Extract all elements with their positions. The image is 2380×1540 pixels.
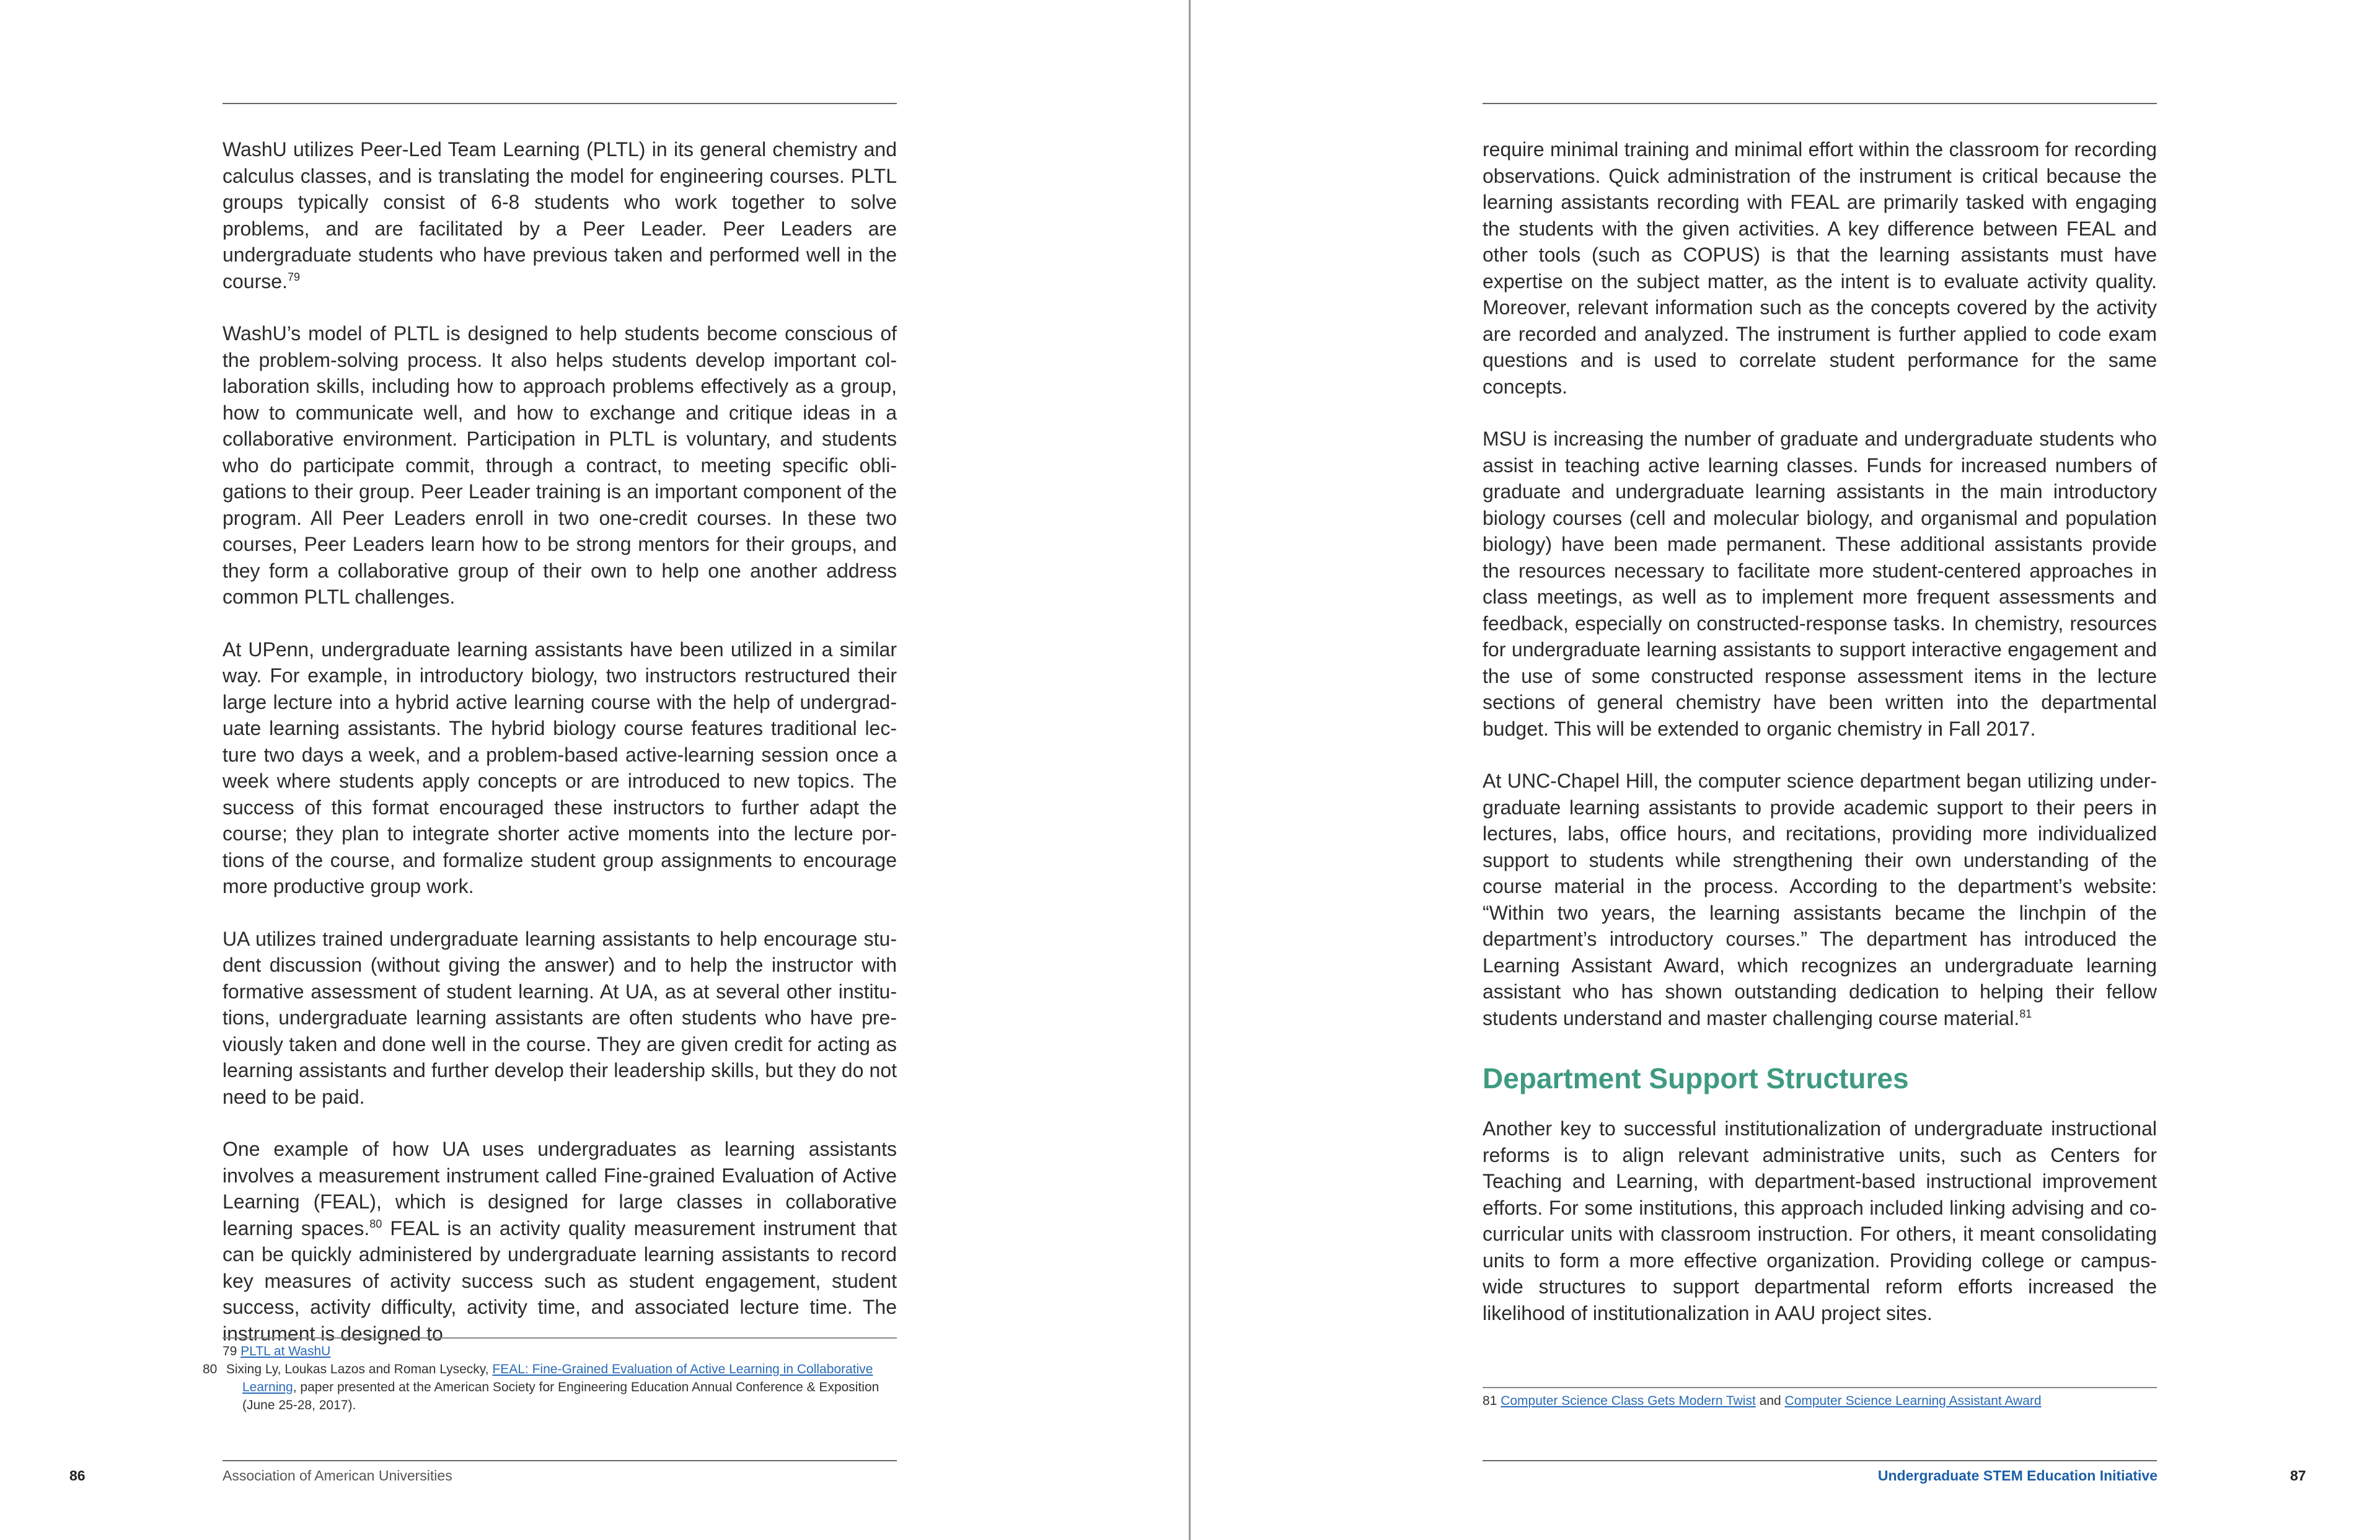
bottom-rule bbox=[223, 1460, 897, 1461]
paragraph: One example of how UA uses undergraduates as learning assistants involves a measurement instrument called Fine-grained Evaluation of Active Learning (FEAL), which is designed for large classes in collaborative learning spaces.$^{80}$ FEAL is an activity quality measurement instrument that can be quickly administered by undergraduate learning assistants to record key measures of activity success such as student engagement, student success, activity difficulty, activity time, and associated lecture time. The instrument is designed to bbox=[223, 1138, 897, 1345]
paragraph: MSU is increasing the number of graduate and undergraduate students who assist in teaching active learning classes. Funds for increased numbers of graduate and undergraduate learning assistants in the main introductory biology courses (cell and molecular biology, and organismal and population biology) have been made permanent. These additional assistants provide the resources necessary to facilitate more student-centered approaches in class meetings, as well as to implement more frequent assessments and feedback, especially on constructed-response tasks. In chemistry, resources for undergraduate learning assistants to support interactive engagement and the use of some constructed response assessment items in the lecture sections of general chemistry have been written into the departmental budget. This will be extended to organic chemistry in Fall 2017. bbox=[1483, 428, 2157, 740]
footnote-text: and bbox=[1755, 1394, 1785, 1408]
paragraph: At UPenn, undergraduate learning assistants have been utilized in a similar way. For example, in introductory biology, two instructors restructured their large lecture into a hybrid active learning course with the help of undergraduate learning assistants. The hybrid biology course features traditional lecture two days a week, and a problem-based active-learning session once a week where students apply concepts or are introduced to new topics. The success of this format encouraged these instructors to further adapt the course; they plan to integrate shorter active moments into the lecture portions of the course, and formalize student group assignments to encourage more productive group work. bbox=[223, 638, 897, 897]
paragraph: UA utilizes trained undergraduate learning assistants to help encourage student discussion (without giving the answer) and to help the instructor with formative assessment of student learning. At UA, as at several other institutions, undergraduate learning assistants are often students who have previously taken and done well in the course. They are given credit for acting as learning assistants and further develop their leadership skills, but they do not need to be paid. bbox=[223, 927, 897, 1108]
footnote-link[interactable]: Computer Science Learning Assistant Award bbox=[1784, 1394, 2042, 1408]
footnotes bbox=[1483, 1387, 2157, 1410]
footnote-number: 79 bbox=[223, 1344, 237, 1358]
paragraph: WashU’s model of PLTL is designed to help students become conscious of the problem-solving process. It also helps students develop important collaboration skills, including how to approach problems effectively as a group, how to communicate well, and how to exchange and critique ideas in a collaborative environment. Participation in PLTL is voluntary, and students who do participate commit, through a contract, to meeting specific obligations to their group. Peer Leader training is an important component of the program. All Peer Leaders enroll in two one-credit courses. In these two courses, Peer Leaders learn how to be strong mentors for their groups, and they form a collaborative group of their own to help one another address common PLTL challenges. bbox=[223, 322, 897, 608]
paragraph: require minimal training and minimal effort within the classroom for recording observations. Quick administration of the instrument is critical because the learning assistants recording with FEAL are primarily tasked with engaging the students with the given activities. A key difference between FEAL and other tools (such as COPUS) is that the learning assistants must have expertise on the subject matter, as the intent is to evaluate activity quality. Moreover, relevant information such as the concepts covered by the activity are recorded and analyzed. The instrument is further applied to code exam questions and is used to correlate student performance for the same concepts. bbox=[1483, 138, 2157, 398]
footnote-number: 81 bbox=[1483, 1394, 1497, 1408]
page-number: 86 bbox=[69, 1467, 86, 1484]
left-body-text bbox=[223, 136, 897, 1373]
right-body-text bbox=[1483, 136, 2157, 1352]
footnote bbox=[1483, 1392, 2157, 1410]
right-page bbox=[1191, 0, 2380, 1540]
section-heading: Department Support Structures bbox=[1483, 1062, 1909, 1094]
footnote-ref[interactable]: 80 bbox=[369, 1217, 382, 1230]
paragraph: At UNC-Chapel Hill, the computer science department began utilizing undergraduate learning assistants to provide academic support to their peers in lectures, labs, office hours, and recitations, providing more individualized support to students while strengthening their own understanding of the course material in the process. According to the department’s website: “Within two years, the learning assistants became the linchpin of the department’s introductory courses.” The department has introduced the Learning Assistant Award, which recognizes an undergraduate learning assistant who has shown outstanding dedication to helping their fellow students understand and master challenging course material.$^{81}$ bbox=[1483, 770, 2157, 1029]
footnote-ref[interactable]: 81 bbox=[2019, 1007, 2032, 1020]
running-footer: Undergraduate STEM Education Initiative bbox=[1877, 1467, 2157, 1484]
running-footer: Association of American Universities bbox=[223, 1467, 452, 1484]
footnote-link[interactable]: PLTL at WashU bbox=[240, 1344, 331, 1358]
footnote: 80 Sixing Ly, Loukas Lazos and Roman Lysecky, FEAL: Fine-Grained Evaluation of Active Learning in Collaborative Learning, paper presented at the American Society for Engineering Education Annual Conference & Exposition (June 25-28, 2017). bbox=[203, 1362, 879, 1412]
page-number: 87 bbox=[2290, 1467, 2306, 1484]
left-page bbox=[0, 0, 1189, 1540]
footnote-text: , paper presented at the American Society for Engineering Education Annual Conference & Exposition (June 25-28, 2017). bbox=[242, 1380, 879, 1412]
footnotes bbox=[203, 1337, 897, 1414]
footnote bbox=[223, 1342, 897, 1360]
top-rule bbox=[1483, 103, 2157, 104]
footnote-ref[interactable]: 79 bbox=[287, 270, 300, 283]
footnote-link[interactable]: FEAL: Fine-Grained Evaluation of Active Learning in Collaborative Learning bbox=[242, 1362, 873, 1394]
footnote-link[interactable]: Computer Science Class Gets Modern Twist bbox=[1501, 1394, 1756, 1408]
paragraph: Another key to successful institutionalization of undergraduate instructional reforms is to align relevant administrative units, such as Centers for Teaching and Learning, with department-based instructional improvement efforts. For some institutions, this approach included linking advising and co-curricular units with classroom instruction. For others, it meant consolidating units to form a more effective organization. Providing college or campus-wide structures to support departmental reform efforts increased the likelihood of institutionalization in AAU project sites. bbox=[1483, 1117, 2157, 1324]
paragraph: WashU utilizes Peer-Led Team Learning (PLTL) in its general chemistry and calculus classes, and is translating the model for engineering courses. PLTL groups typically consist of 6-8 students who work together to solve problems, and are facilitated by a Peer Leader. Peer Leaders are undergraduate students who have previous taken and performed well in the course.$^{79}$ bbox=[223, 138, 897, 293]
top-rule bbox=[223, 103, 897, 104]
bottom-rule bbox=[1483, 1460, 2157, 1461]
footnote-text: Sixing Ly, Loukas Lazos and Roman Lysecky, bbox=[226, 1362, 493, 1376]
